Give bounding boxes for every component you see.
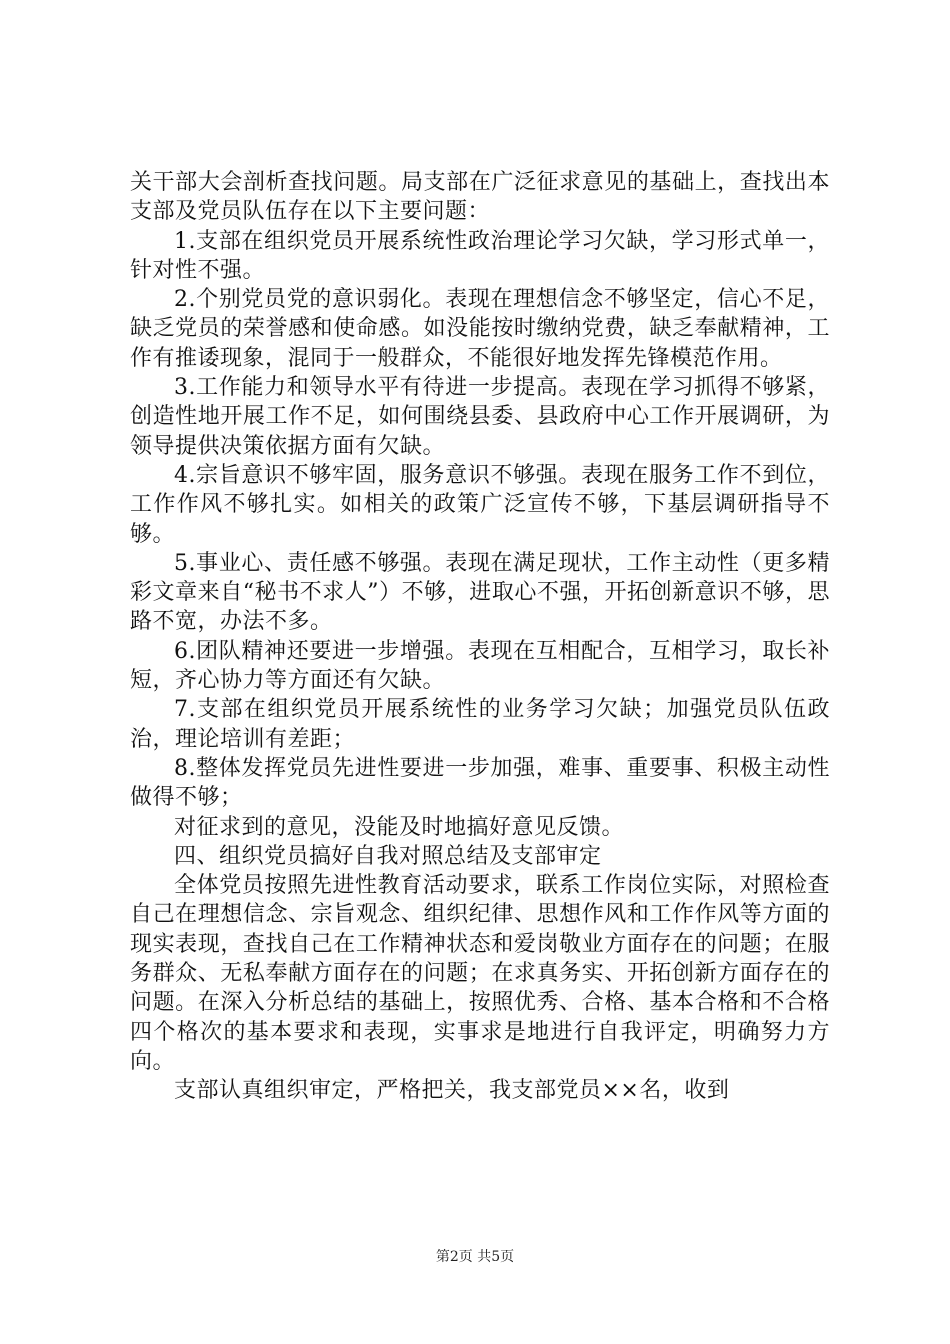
paragraph-item-7: 7.支部在组织党员开展系统性的业务学习欠缺；加强党员队伍政治，理论培训有差距； [130, 697, 830, 752]
paragraph-item-6: 6.团队精神还要进一步增强。表现在互相配合，互相学习，取长补短，齐心协力等方面还有欠缺。 [130, 638, 830, 694]
paragraph-item-2: 2.个别党员党的意识弱化。表现在理想信念不够坚定，信心不足，缺乏党员的荣誉感和使命感。如没能按时缴纳党费，缺乏奉献精神，工作有推诿现象，混同于一般群众，不能很好地发挥先锋模范作用。 [130, 287, 830, 371]
paragraph-item-1: 1.支部在组织党员开展系统性政治理论学习欠缺，学习形式单一，针对性不强。 [130, 228, 830, 283]
paragraph-item-8: 8.整体发挥党员先进性要进一步加强，难事、重要事、积极主动性做得不够； [130, 755, 830, 811]
section-heading: 四、组织党员搞好自我对照总结及支部审定 [174, 843, 602, 869]
paragraph-branch-review: 支部认真组织审定，严格把关，我支部党员××名，收到 [174, 1078, 730, 1104]
document-body [130, 168, 830, 1106]
paragraph-item-4: 4.宗旨意识不够牢固，服务意识不够强。表现在服务工作不到位，工作作风不够扎实。如相关的政策广泛宣传不够，下基层调研指导不够。 [130, 462, 830, 547]
paragraph-item-5: 5.事业心、责任感不够强。表现在满足现状，工作主动性（更多精彩文章来自“秘书不求人”）不够，进取心不强，开拓创新意识不够，思路不宽，办法不多。 [130, 550, 830, 635]
page-footer: 第2页 共5页 [435, 1249, 515, 1265]
paragraph-intro: 关干部大会剖析查找问题。局支部在广泛征求意见的基础上，查找出本支部及党员队伍存在以下主要问题： [130, 170, 830, 225]
paragraph-self-review: 全体党员按照先进性教育活动要求，联系工作岗位实际，对照检查自己在理想信念、宗旨观念、组织纪律、思想作风和工作作风等方面的现实表现，查找自己在工作精神状态和爱岗敬业方面存在的问题；在服务群众、无私奉献方面存在的问题；在求真务实、开拓创新方面存在的问题。在深入分析总结的基础上，按照优秀、合格、基本合格和不合格四个格次的基本要求和表现，实事求是地进行自我评定，明确努力方向。 [130, 873, 830, 1074]
paragraph-feedback: 对征求到的意见，没能及时地搞好意见反馈。 [174, 814, 625, 840]
paragraph-item-3: 3.工作能力和领导水平有待进一步提高。表现在学习抓得不够紧，创造性地开展工作不足，如何围绕县委、县政府中心工作开展调研，为领导提供决策依据方面有欠缺。 [130, 375, 830, 459]
